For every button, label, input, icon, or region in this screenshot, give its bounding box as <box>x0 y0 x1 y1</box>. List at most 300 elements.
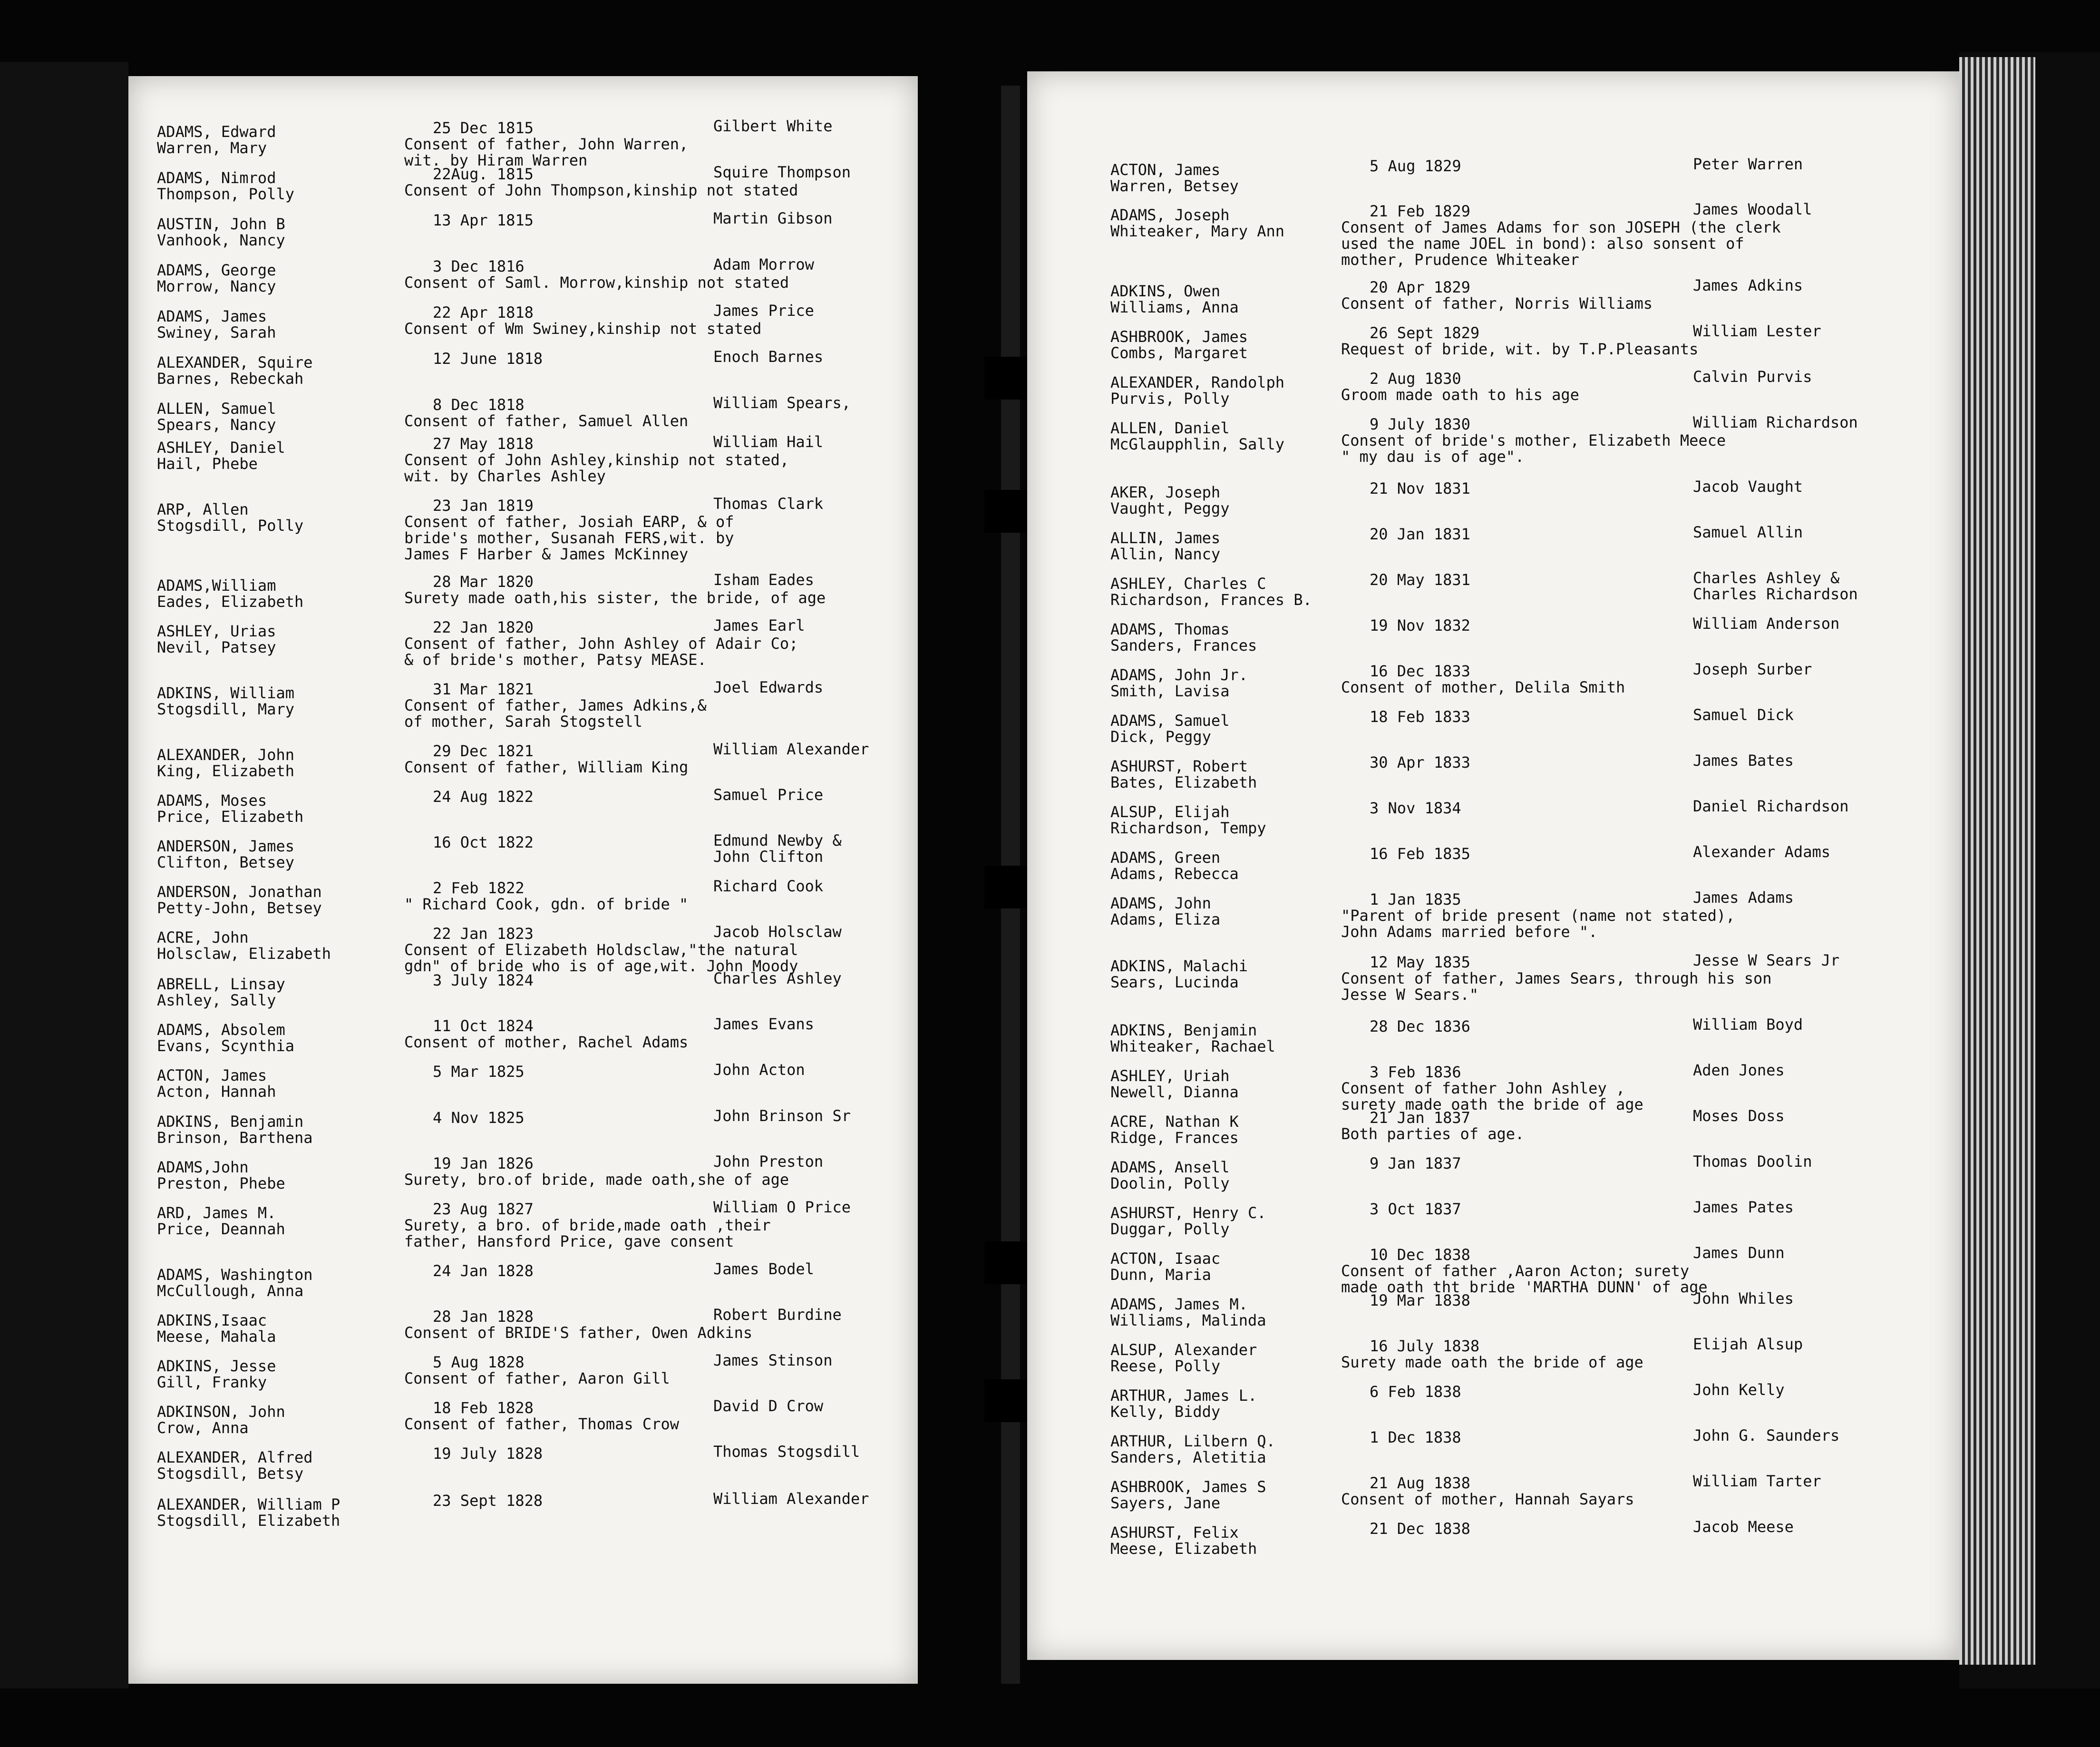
couple-names <box>1110 1387 1257 1420</box>
surety-name: Alexander Adams <box>1693 843 1830 861</box>
surety-name: James Adkins <box>1693 276 1803 294</box>
marriage-details <box>1341 158 1461 174</box>
marriage-date: 5 Aug 1828 <box>433 1353 525 1371</box>
binding-clip <box>984 357 1032 400</box>
marriage-details <box>404 1110 525 1126</box>
surety-name: Moses Doss <box>1693 1107 1785 1125</box>
bride-name: Vaught, Peggy <box>1110 499 1230 517</box>
consent-note: Consent of father, John Warren, <box>404 135 689 153</box>
surety-name: Jesse W Sears Jr <box>1693 951 1840 969</box>
consent-note: Both parties of age. <box>1341 1125 1525 1143</box>
marriage-details <box>404 1018 688 1050</box>
surety-name: William Spears, <box>713 394 851 412</box>
surety-name: James Adams <box>1693 888 1794 907</box>
surety <box>713 1491 869 1507</box>
bride-name: Price, Elizabeth <box>157 808 304 826</box>
marriage-date: 5 Aug 1829 <box>1370 157 1461 175</box>
marriage-date: 26 Sept 1829 <box>1370 324 1480 342</box>
marriage-date: 22 Jan 1823 <box>433 925 534 943</box>
bride-name: Meese, Elizabeth <box>1110 1540 1257 1558</box>
marriage-date: 21 Aug 1838 <box>1370 1474 1470 1492</box>
groom-name: ASHURST, Robert <box>1110 757 1248 775</box>
couple-names <box>157 124 276 156</box>
surety-name: John Whiles <box>1693 1289 1794 1308</box>
groom-name: ADAMS, James <box>157 307 267 325</box>
groom-name: ASHURST, Henry C. <box>1110 1204 1266 1222</box>
marriage-date: 31 Mar 1821 <box>433 680 534 698</box>
marriage-date: 19 Mar 1838 <box>1370 1291 1470 1309</box>
surety-name: James Woodall <box>1693 200 1812 218</box>
marriage-date: 3 Feb 1836 <box>1370 1063 1461 1081</box>
marriage-date: 2 Aug 1830 <box>1370 370 1461 388</box>
marriage-date: 18 Feb 1828 <box>433 1399 534 1417</box>
page-edges <box>1959 57 2035 1665</box>
surety-name: Isham Eades <box>713 571 814 589</box>
couple-names <box>1110 804 1266 836</box>
couple-names <box>1110 1524 1257 1557</box>
couple-names <box>157 262 276 294</box>
groom-name: ASHLEY, Daniel <box>157 439 285 457</box>
marriage-date: 29 Dec 1821 <box>433 742 534 760</box>
surety-name: Jacob Meese <box>1693 1518 1794 1536</box>
surety-name: William Boyd <box>1693 1015 1803 1034</box>
bride-name: Eades, Elizabeth <box>157 593 304 611</box>
groom-name: ALEXANDER, Randolph <box>1110 373 1285 391</box>
bride-name: Warren, Mary <box>157 139 267 157</box>
surety-name: William O Price <box>713 1198 851 1216</box>
marriage-details <box>1341 526 1470 542</box>
surety <box>1693 889 1794 906</box>
consent-note: Consent of father, James Adkins,& <box>404 696 707 714</box>
groom-name: ADAMS, James M. <box>1110 1295 1248 1313</box>
bride-name: Dick, Peggy <box>1110 728 1211 746</box>
marriage-details <box>1341 1247 1708 1295</box>
couple-names <box>1110 1068 1239 1100</box>
surety-name: William Lester <box>1693 322 1821 340</box>
surety-name: Enoch Barnes <box>713 348 824 366</box>
groom-name: ADAMS, Samuel <box>1110 712 1230 730</box>
groom-name: ADAMS,John <box>157 1158 249 1176</box>
surety-name: Samuel Dick <box>1693 706 1794 724</box>
groom-name: ADAMS, Green <box>1110 849 1221 867</box>
groom-name: ADKINS, Benjamin <box>1110 1021 1257 1039</box>
surety-name: Calvin Purvis <box>1693 368 1812 386</box>
groom-name: ARTHUR, Lilbern Q. <box>1110 1432 1275 1450</box>
groom-name: AUSTIN, John B <box>157 215 285 233</box>
surety <box>1693 1108 1785 1124</box>
marriage-details <box>1341 1338 1643 1370</box>
groom-name: ACRE, Nathan K <box>1110 1113 1239 1131</box>
marriage-date: 28 Mar 1820 <box>433 573 534 591</box>
marriage-date: 19 Nov 1832 <box>1370 616 1470 634</box>
bride-name: Morrow, Nancy <box>157 277 276 295</box>
bride-name: Crow, Anna <box>157 1419 249 1437</box>
marriage-details <box>1341 663 1625 695</box>
surety-name: John Acton <box>713 1061 805 1079</box>
consent-note: & of bride's mother, Patsy MEASE. <box>404 651 707 669</box>
marriage-date: 20 May 1831 <box>1370 571 1470 589</box>
binding-clip <box>984 490 1032 533</box>
groom-name: ASHURST, Felix <box>1110 1523 1239 1542</box>
marriage-date: 13 Apr 1815 <box>433 211 534 229</box>
consent-note: "Parent of bride present (name not stated), <box>1341 907 1735 925</box>
marriage-date: 24 Jan 1828 <box>433 1262 534 1280</box>
surety <box>1693 1153 1812 1170</box>
marriage-details <box>1341 754 1470 771</box>
bride-name: Duggar, Polly <box>1110 1220 1230 1238</box>
marriage-date: 20 Apr 1829 <box>1370 278 1470 296</box>
couple-names <box>157 1113 313 1146</box>
surety-name: John Kelly <box>1693 1381 1785 1399</box>
marriage-date: 21 Feb 1829 <box>1370 202 1470 220</box>
marriage-date: 9 July 1830 <box>1370 415 1470 433</box>
couple-names <box>157 1067 276 1100</box>
surety-name: David D Crow <box>713 1397 824 1415</box>
consent-note: wit. by Charles Ashley <box>404 467 606 485</box>
groom-name: ACTON, Isaac <box>1110 1249 1221 1268</box>
marriage-date: 12 May 1835 <box>1370 953 1470 971</box>
couple-names <box>157 1022 294 1054</box>
groom-name: ASHLEY, Charles C <box>1110 575 1266 593</box>
marriage-details <box>1341 1292 1470 1308</box>
couple-names <box>157 170 294 202</box>
surety-name: Richard Cook <box>713 877 824 895</box>
surety-name: John Brinson Sr <box>713 1107 851 1125</box>
marriage-date: 23 Sept 1828 <box>433 1492 543 1510</box>
couple-names <box>157 216 285 248</box>
surety <box>1693 1290 1794 1307</box>
surety <box>1693 1382 1785 1398</box>
marriage-details <box>404 880 688 912</box>
surety-name: William Richardson <box>1693 413 1858 431</box>
groom-name: ACRE, John <box>157 928 249 947</box>
groom-name: ASHLEY, Uriah <box>1110 1067 1230 1085</box>
groom-name: ALLEN, Daniel <box>1110 419 1230 437</box>
consent-note: of mother, Sarah Stogstell <box>404 712 642 731</box>
surety-name: James Stinson <box>713 1351 833 1369</box>
consent-note: Consent of Saml. Morrow,kinship not stated <box>404 273 789 292</box>
marriage-details <box>404 681 707 730</box>
surety <box>713 572 814 588</box>
surety <box>713 741 869 757</box>
groom-name: ADAMS, Washington <box>157 1266 313 1284</box>
couple-names <box>1110 420 1284 452</box>
surety <box>1693 1427 1839 1444</box>
marriage-details <box>1341 480 1470 497</box>
consent-note: Surety made oath the bride of age <box>1341 1353 1643 1371</box>
surety-name: James Evans <box>713 1015 814 1033</box>
marriage-date: 8 Dec 1818 <box>433 396 525 414</box>
surety <box>1693 1519 1794 1535</box>
marriage-date: 5 Mar 1825 <box>433 1063 525 1081</box>
bride-name: Barnes, Rebeckah <box>157 370 304 388</box>
surety-name: Peter Warren <box>1693 155 1803 173</box>
binding-clip <box>984 866 1032 908</box>
surety <box>713 210 832 226</box>
surety <box>713 970 842 986</box>
marriage-details <box>1341 279 1653 312</box>
surety <box>1693 524 1803 540</box>
bride-name: Richardson, Frances B. <box>1110 591 1312 609</box>
bride-name: Adams, Rebecca <box>1110 865 1239 883</box>
marriage-details <box>1341 1521 1470 1537</box>
couple-names <box>157 1267 313 1299</box>
groom-name: ASHBROOK, James S <box>1110 1478 1266 1496</box>
consent-note: Consent of mother, Rachel Adams <box>404 1033 689 1051</box>
couple-names <box>157 501 303 534</box>
left-page <box>128 76 918 1684</box>
surety <box>1693 414 1858 430</box>
marriage-details <box>404 743 688 775</box>
marriage-date: 11 Oct 1824 <box>433 1017 534 1035</box>
marriage-details <box>1341 617 1470 634</box>
couple-names <box>157 1449 313 1482</box>
groom-name: ASHLEY, Urias <box>157 622 276 640</box>
bride-name: Bates, Elizabeth <box>1110 773 1257 791</box>
bride-name: Stogsdill, Polly <box>157 517 304 535</box>
surety <box>1693 844 1830 860</box>
surety-name: Samuel Price <box>713 786 824 804</box>
groom-name: ANDERSON, Jonathan <box>157 883 322 901</box>
couple-names <box>157 623 276 655</box>
consent-note: Surety, bro.of bride, made oath,she of age <box>404 1171 789 1189</box>
marriage-details <box>1341 846 1470 862</box>
marriage-details <box>404 498 734 562</box>
surety <box>1693 201 1812 217</box>
groom-name: ADAMS, Absolem <box>157 1021 285 1039</box>
marriage-date: 22Aug. 1815 <box>433 165 534 183</box>
groom-name: ALEXANDER, Alfred <box>157 1448 313 1466</box>
marriage-date: 20 Jan 1831 <box>1370 525 1470 543</box>
marriage-details <box>1341 800 1461 816</box>
surety <box>713 1153 823 1170</box>
surety <box>713 832 842 865</box>
marriage-details <box>404 1064 525 1080</box>
surety <box>1693 1199 1794 1215</box>
surety <box>1693 570 1858 602</box>
marriage-details <box>404 1493 543 1509</box>
groom-name: ADAMS, Nimrod <box>157 169 276 187</box>
consent-note: Consent of bride's mother, Elizabeth Meece <box>1341 431 1726 449</box>
bride-name: Gill, Franky <box>157 1373 267 1391</box>
marriage-date: 12 June 1818 <box>433 350 543 368</box>
marriage-date: 2 Feb 1822 <box>433 879 525 897</box>
surety <box>713 256 814 273</box>
couple-names <box>1110 1113 1239 1146</box>
couple-names <box>157 792 303 825</box>
bride-name: Newell, Dianna <box>1110 1083 1239 1101</box>
surety <box>713 118 832 134</box>
bride-name: Ridge, Frances <box>1110 1129 1239 1147</box>
marriage-details <box>404 397 688 429</box>
marriage-details <box>1341 1110 1524 1142</box>
surety <box>1693 1336 1803 1352</box>
marriage-date: 16 Feb 1835 <box>1370 845 1470 863</box>
groom-name: ARD, James M. <box>157 1204 276 1222</box>
marriage-date: 19 Jan 1826 <box>433 1154 534 1172</box>
surety-name: William Anderson <box>1693 615 1840 633</box>
surety-name: Joseph Surber <box>1693 660 1812 678</box>
surety <box>713 1398 823 1414</box>
marriage-date: 22 Jan 1820 <box>433 618 534 636</box>
groom-name: ANDERSON, James <box>157 837 294 855</box>
surety-name: Edmund Newby & <box>713 831 842 849</box>
surety-name: Jacob Holsclaw <box>713 923 842 941</box>
bride-name: Spears, Nancy <box>157 416 276 434</box>
bride-name: McCullough, Anna <box>157 1282 304 1300</box>
surety-name: Daniel Richardson <box>1693 797 1849 815</box>
groom-name: ADKINS, Jesse <box>157 1357 276 1375</box>
marriage-details <box>1341 1384 1461 1400</box>
surety <box>713 434 823 450</box>
surety <box>713 878 823 894</box>
surety <box>713 349 823 365</box>
binding-clip <box>984 1379 1032 1422</box>
surety-name: Gilbert White <box>713 117 833 135</box>
consent-note: James F Harber & James McKinney <box>404 545 689 563</box>
couple-names <box>157 354 313 387</box>
marriage-date: 4 Nov 1825 <box>433 1109 525 1127</box>
groom-name: ALEXANDER, John <box>157 746 294 764</box>
couple-names <box>157 884 322 916</box>
marriage-date: 10 Dec 1838 <box>1370 1246 1470 1264</box>
couple-names <box>1110 1296 1266 1328</box>
marriage-date: 3 July 1824 <box>433 971 534 989</box>
marriage-details <box>1341 1155 1461 1171</box>
bride-name: Price, Deannah <box>157 1220 285 1238</box>
surety <box>713 303 814 319</box>
consent-note: " my dau is of age". <box>1341 448 1525 466</box>
surety <box>1693 156 1803 172</box>
couple-names <box>157 929 331 962</box>
marriage-date: 28 Jan 1828 <box>433 1308 534 1326</box>
bride-name: Evans, Scynthia <box>157 1037 294 1055</box>
surety-name: James Price <box>713 302 814 320</box>
groom-name: ABRELL, Linsay <box>157 975 285 993</box>
bride-name: Sayers, Jane <box>1110 1494 1221 1512</box>
couple-names <box>1110 162 1239 194</box>
couple-names <box>157 1496 340 1529</box>
marriage-date: 22 Apr 1818 <box>433 303 534 322</box>
surety-name: Jacob Vaught <box>1693 478 1803 496</box>
couple-names <box>1110 849 1239 882</box>
consent-note: Consent of father, Thomas Crow <box>404 1415 679 1433</box>
couple-names <box>157 308 276 341</box>
couple-names <box>1110 712 1229 745</box>
bride-name: King, Elizabeth <box>157 762 294 780</box>
surety <box>1693 478 1803 495</box>
couple-names <box>1110 1159 1229 1191</box>
marriage-date: 27 May 1818 <box>433 435 534 453</box>
marriage-details <box>404 789 534 805</box>
consent-note: Consent of father, Aaron Gill <box>404 1369 670 1387</box>
marriage-details <box>404 120 688 168</box>
couple-names <box>157 747 294 779</box>
marriage-details <box>1341 1429 1461 1445</box>
bride-name: Ashley, Sally <box>157 991 276 1009</box>
surety-name: William Hail <box>713 433 824 451</box>
consent-note: " Richard Cook, gdn. of bride " <box>404 895 689 913</box>
consent-note: Consent of father, John Ashley of Adair Co; <box>404 634 798 653</box>
marriage-details <box>404 212 534 228</box>
surety-name: William Tarter <box>1693 1472 1821 1490</box>
couple-names <box>157 577 303 610</box>
consent-note: Consent of James Adams for son JOSEPH (the clerk <box>1341 218 1781 236</box>
surety-name: Thomas Doolin <box>1693 1152 1812 1171</box>
surety <box>1693 369 1812 385</box>
consent-note: bride's mother, Susanah FERS,wit. by <box>404 529 734 547</box>
surety <box>1693 798 1849 814</box>
consent-note: Consent of father ,Aaron Acton; surety <box>1341 1262 1690 1280</box>
couple-names <box>157 1358 276 1390</box>
marriage-date: 16 Oct 1822 <box>433 833 534 851</box>
consent-note: Consent of Elizabeth Holdsclaw,"the natural <box>404 941 798 959</box>
couple-names <box>1110 1205 1266 1237</box>
groom-name: ACTON, James <box>1110 161 1221 179</box>
bride-name: Doolin, Polly <box>1110 1174 1230 1192</box>
surety <box>713 395 851 411</box>
bride-name: Clifton, Betsey <box>157 853 294 871</box>
groom-name: ALSUP, Elijah <box>1110 803 1230 821</box>
marriage-date: 23 Aug 1827 <box>433 1200 534 1218</box>
surety <box>713 1307 842 1323</box>
groom-name: ADAMS, Ansell <box>1110 1158 1230 1176</box>
consent-note: Consent of father John Ashley , <box>1341 1079 1625 1097</box>
groom-name: ADKINS, William <box>157 684 294 702</box>
consent-note: Groom made oath to his age <box>1341 386 1579 404</box>
consent-note: Surety made oath,his sister, the bride, of age <box>404 589 826 607</box>
groom-name: ADAMS, John Jr. <box>1110 666 1248 684</box>
surety-name: James Bodel <box>713 1260 814 1278</box>
consent-note: John Adams married before ". <box>1341 923 1598 941</box>
marriage-date: 16 Dec 1833 <box>1370 662 1470 680</box>
consent-note: Consent of father, Josiah EARP, & of <box>404 513 734 531</box>
marriage-date: 18 Feb 1833 <box>1370 708 1470 726</box>
consent-note: Consent of father, William King <box>404 758 689 776</box>
marriage-date: 28 Dec 1836 <box>1370 1017 1470 1035</box>
bride-name: Adams, Eliza <box>1110 910 1221 928</box>
couple-names <box>1110 1433 1275 1465</box>
marriage-details <box>1341 416 1726 465</box>
groom-name: ALEXANDER, William P <box>157 1495 340 1513</box>
couple-names <box>157 400 276 433</box>
marriage-details <box>1341 709 1470 725</box>
couple-names <box>1110 895 1220 927</box>
bride-name: Nevil, Patsey <box>157 638 276 656</box>
groom-name: ADKINSON, John <box>157 1403 285 1421</box>
couple-names <box>1110 530 1220 562</box>
consent-note: wit. by Hiram Warren <box>404 151 588 169</box>
surety <box>713 1261 814 1277</box>
consent-note: Consent of father, Samuel Allen <box>404 412 689 430</box>
groom-name: ADAMS,William <box>157 576 276 595</box>
surety-name: Thomas Clark <box>713 495 824 513</box>
marriage-date: 21 Jan 1837 <box>1370 1109 1470 1127</box>
surety-name: James Bates <box>1693 752 1794 770</box>
marriage-date: 21 Dec 1838 <box>1370 1520 1470 1538</box>
consent-note: Consent of BRIDE'S father, Owen Adkins <box>404 1324 753 1342</box>
bride-name: Vanhook, Nancy <box>157 231 285 249</box>
groom-name: ADAMS, Edward <box>157 123 276 141</box>
couple-names <box>157 439 285 472</box>
surety-name: Martin Gibson <box>713 209 833 227</box>
bride-name: Combs, Margaret <box>1110 344 1248 362</box>
bride-name: Smith, Lavisa <box>1110 682 1230 700</box>
marriage-date: 3 Dec 1816 <box>433 257 525 275</box>
surety-name: John G. Saunders <box>1693 1426 1840 1444</box>
surety <box>1693 277 1803 293</box>
groom-name: ALSUP, Alexander <box>1110 1341 1257 1359</box>
